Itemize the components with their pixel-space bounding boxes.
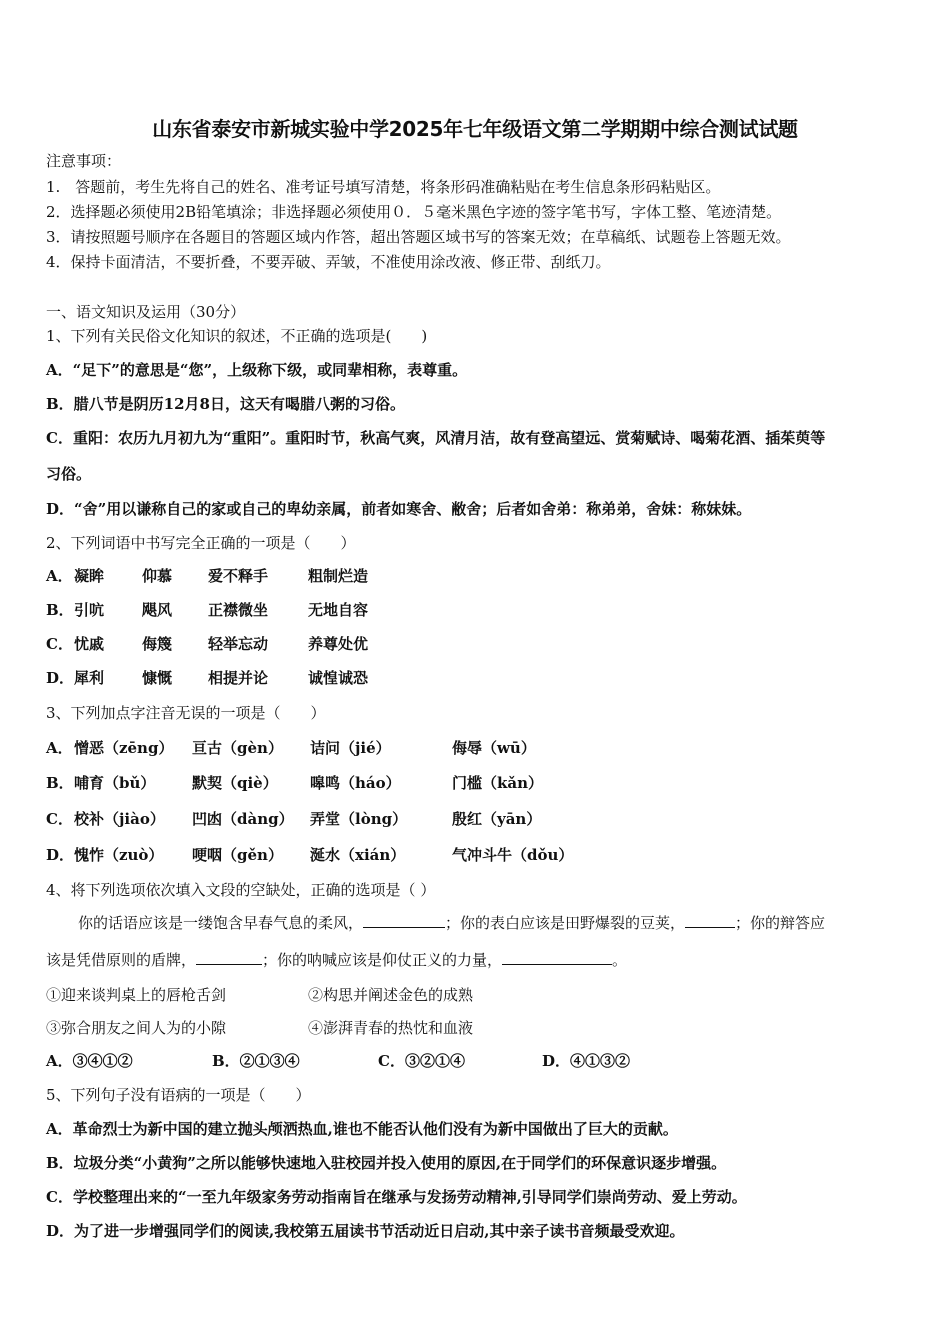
q4-blank-2 [685,913,735,928]
notice-item-4: 4．保持卡面清洁，不要折叠，不要弄破、弄皱，不准使用涂改液、修正带、刮纸刀。 [46,253,611,271]
q2-option-a: A．凝眸 仰慕 爱不释手 粗制烂造 [46,567,369,585]
q1-option-d: D．“舍”用以谦称自己的家或自己的卑幼亲属，前者如寒舍、敝舍；后者如舍弟：称弟弟，舍妹：称妹妹。 [46,500,752,518]
section-heading: 一、语文知识及运用（30分） [46,303,246,321]
notice-heading: 注意事项： [46,152,122,170]
notice-item-3: 3．请按照题号顺序在各题目的答题区域内作答，超出答题区域书写的答案无效；在草稿纸、试题卷上答题无效。 [46,228,791,246]
q4-items-row-1: ①迎来谈判桌上的唇枪舌剑 ②构思并阐述金色的成熟 [46,986,474,1004]
q4-blank-4 [502,950,612,965]
q5-option-b: B．垃圾分类“小黄狗”之所以能够快速地入驻校园并投入使用的原因,在于同学们的环保意识逐步增强。 [46,1154,727,1172]
q2-option-d: D．犀利 慷慨 相提并论 诚惶诚恐 [46,669,369,687]
q4-stem: 4、将下列选项依次填入文段的空缺处，正确的选项是（ ） [46,881,436,899]
q3-stem: 3、下列加点字注音无误的一项是（ ） [46,704,326,722]
q3-option-b: B．哺育（bǔ） 默契（qiè） 嗥鸣（háo） 门槛（kǎn） [46,774,544,792]
page-title: 山东省泰安市新城实验中学2025年七年级语文第二学期期中综合测试试题 [152,117,798,141]
q1-option-a: A．“足下”的意思是“您”，上级称下级，或同辈相称，表尊重。 [46,361,468,379]
q2-option-b: B．引吭 飓风 正襟微坐 无地自容 [46,601,369,619]
q4-choices: A．③④①② B．②①③④ C．③②①④ D．④①③② [46,1052,631,1070]
q1-option-b: B．腊八节是阴历12月8日，这天有喝腊八粥的习俗。 [46,395,405,413]
q3-option-a: A．憎恶（zēng） 亘古（gèn） 诘问（jié） 侮辱（wū） [46,739,536,757]
q3-option-d: D．愧怍（zuò） 哽咽（gěn） 涎水（xián） 气冲斗牛（dǒu） [46,846,574,864]
q5-option-a: A．革命烈士为新中国的建立抛头颅洒热血,谁也不能否认他们没有为新中国做出了巨大的贡献。 [46,1120,678,1138]
q2-option-c: C．忧戚 侮篾 轻举忘动 养尊处优 [46,635,369,653]
q1-option-c: C．重阳：农历九月初九为“重阳”。重阳时节，秋高气爽，风清月洁，故有登高望远、赏菊赋诗、喝菊花酒、插茱萸等 [46,429,826,447]
q2-stem: 2、下列词语中书写完全正确的一项是（ ） [46,534,356,552]
q4-blank-3 [196,950,262,965]
q4-passage-line-1: 你的话语应该是一缕饱含早春气息的柔风， ；你的表白应该是田野爆裂的豆荚， ；你的辩答应 [78,914,826,932]
q3-option-c: C．校补（jiào） 凹凼（dàng） 弄堂（lòng） 殷红（yān） [46,810,542,828]
q4-blank-1 [363,913,445,928]
q1-option-c-cont: 习俗。 [46,465,92,483]
q1-stem: 1、下列有关民俗文化知识的叙述，不正确的选项是( ) [46,327,428,345]
q5-option-d: D．为了进一步增强同学们的阅读,我校第五届读书节活动近日启动,其中亲子读书音频最受欢迎。 [46,1222,685,1240]
notice-item-2: 2．选择题必须使用2B铅笔填涂；非选择题必须使用０．５毫米黑色字迹的签字笔书写，字体工整、笔迹清楚。 [46,203,782,221]
q4-passage-line-2: 该是凭借原则的盾牌， ；你的呐喊应该是仰仗正义的力量， 。 [46,951,628,969]
notice-item-1: 1. 答题前，考生先将自己的姓名、准考证号填写清楚，将条形码准确粘贴在考生信息条形码粘贴区。 [46,178,721,196]
q5-option-c: C．学校整理出来的“一至九年级家务劳动指南旨在继承与发扬劳动精神,引导同学们崇尚劳动、爱上劳动。 [46,1188,747,1206]
q4-items-row-2: ③弥合朋友之间人为的小隙 ④澎湃青春的热忱和血液 [46,1019,474,1037]
q5-stem: 5、下列句子没有语病的一项是（ ） [46,1086,311,1104]
